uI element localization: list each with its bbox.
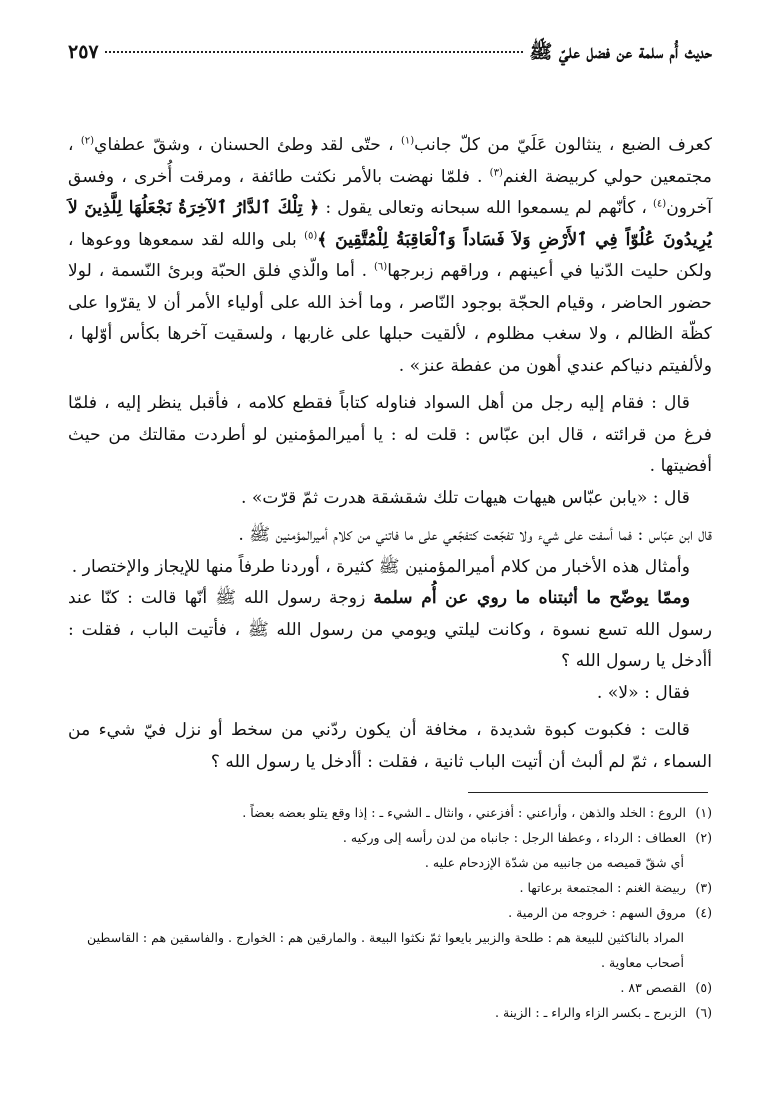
paragraph-1	[68, 130, 712, 382]
footnote-num: (٢)	[695, 830, 712, 845]
p1-text-e: ، كأنّهم لم يسمعوا الله سبحانه وتعالى يقول :	[319, 198, 653, 218]
body-text	[68, 130, 712, 778]
p1-text-c: ، مجتمعين حولي كربيضة الغنم	[68, 135, 712, 187]
footnote-ref-6: (٦)	[374, 261, 388, 273]
footnote-text: القصص ٨٣ .	[620, 980, 686, 995]
footnote-2	[68, 825, 712, 850]
footnote-text: مروق السهم : خروجه من الرمية .	[508, 905, 686, 920]
p6-text: زوجة رسول الله ﷺ أنّها قالت : كنّا عند رسول الله تسع نسوة ، وكانت ليلتي ويومي من رسول الله ﷺ ، فأتيت الباب ، فقلت : أأدخل يا رسول الله ؟	[68, 588, 712, 671]
footnote-4	[68, 900, 712, 925]
footnote-ref-5: (٥)	[304, 229, 318, 241]
page	[68, 40, 712, 778]
p1-text-d: . فلمّا نهضت بالأمر نكثت طائفة ، ومرقت أُخرى ، وفسق آخرون	[68, 166, 712, 218]
footnote-num: (١)	[695, 805, 712, 820]
quran-verse: ﴿ تِلْكَ ٱلدَّارُ ٱلآخِرَةُ نَجْعَلُهَا لِلَّذِينَ لاَ يُرِيدُونَ عُلُوّاً فِي ٱلأَرْضِ وَلاَ فَسَاداً وَٱلْعَاقِبَةُ لِلْمُتَّقِينَ ﴾	[68, 198, 712, 250]
header-title: حديث أُم سلمة عن فضل عليّ ﷺ	[529, 41, 712, 63]
paragraph-2: قال : فقام إليه رجل من أهل السواد فناوله كتاباً فقطع كلامه ، فأقبل ينظر إليه ، فلمّا فرغ من قرائته ، قال ابن عبّاس : قلت له : يا أميرالمؤمنين لو أطردت مقالتك من حيث أفضيتها .	[68, 393, 712, 476]
footnote-3	[68, 875, 712, 900]
footnote-2-continued	[68, 850, 712, 875]
p1-text-b: ، حتّى لقد وطئ الحسنان ، وشقّ عطفاي	[94, 135, 401, 155]
footnote-num: (٥)	[695, 980, 712, 995]
running-header	[68, 40, 712, 80]
footnote-separator	[468, 792, 708, 793]
paragraph-5: وأمثال هذه الأخبار من كلام أميرالمؤمنين ﷺ كثيرة ، أوردنا طرفاً منها للإيجاز والإختصار .	[71, 556, 690, 577]
p1-text-f: بلى والله لقد سمعوها ووعوها ، ولكن حليت الدّنيا في أعينهم ، وراقهم زبرجها	[68, 229, 712, 281]
paragraph-4: قال ابن عبّاس : فما أسفت على شيء ولا تفجّعت كتفجّعي على ما فاتني من كلام أميرالمؤمنين ﷺ .	[238, 525, 712, 545]
footnote-num: (٤)	[695, 905, 712, 920]
paragraph-6	[68, 583, 712, 678]
paragraph-7: فقال : «لا» .	[596, 682, 690, 703]
footnote-text: العطاف : الرداء ، وعطفا الرجل : جانباه من لدن رأسه إلى وركيه .	[342, 830, 686, 845]
footnote-ref-4: (٤)	[653, 198, 667, 210]
page-number: ٢٥٧	[68, 41, 99, 63]
header-leader-dots	[105, 51, 524, 53]
footnote-text: المراد بالناكثين للبيعة هم : طلحة والزبير بايعوا ثمّ نكثوا البيعة . والمارقين هم : الخوارج . والفاسقين هم : القاسطين أصحاب معاوية .	[87, 930, 684, 970]
footnote-1	[68, 800, 712, 825]
paragraph-3: قال : «يابن عبّاس هيهات هيهات تلك شقشقة هدرت ثمّ قرّت» .	[240, 487, 690, 508]
p6-bold-lead: وممّا يوضّح ما أثبتناه ما روي عن أُم سلمة	[373, 588, 690, 608]
footnote-num: (٣)	[695, 880, 712, 895]
footnote-text: الروع : الخلد والذهن ، وأراعني : أفزعني ، وانثال ـ الشيء ـ : إذا وقع يتلو بعضه بعضاً .	[242, 805, 686, 820]
footnote-num: (٦)	[695, 1005, 712, 1020]
footnote-text: أي شقّ قميصه من جانبيه من شدّة الإزدحام عليه .	[424, 855, 684, 870]
footnote-5	[68, 975, 712, 1000]
footnote-text: الزبرج ـ بكسر الزاء والراء ـ : الزينة .	[495, 1005, 686, 1020]
paragraph-8: قالت : فكبوت كبوة شديدة ، مخافة أن يكون ردّني من سخط أو نزل فيّ شيء من السماء ، ثمّ لم ألبث أن أتيت الباب ثانية ، فقلت : أأدخل يا رسول الله ؟	[68, 720, 712, 772]
footnotes	[68, 800, 712, 1025]
footnote-6	[68, 1000, 712, 1025]
p1-text-a: كعرف الضبع ، ينثالون عَلَيّ من كلّ جانب	[414, 135, 713, 155]
footnote-4-continued	[68, 925, 712, 975]
footnote-ref-2: (٢)	[80, 135, 95, 147]
p1-text-g: . أما والّذي فلق الحبّة وبرئ النّسمة ، لولا حضور الحاضر ، وقيام الحجّة بوجود النّاصر ، وما أخذ الله على أولياء الأمر أن لا يقرّوا على كظّة الظالم ، ولا سغب مظلوم ، لألقيت حبلها على غاربها ، ولسقيت آخرها بكأس أوّلها ، ولألفيتم دنياكم عندي أهون من عفطة عنز» .	[68, 261, 712, 376]
footnote-ref-1: (١)	[400, 135, 415, 147]
footnote-text: ربيضة الغنم : المجتمعة برعاتها .	[519, 880, 686, 895]
footnote-ref-3: (٣)	[489, 166, 503, 178]
